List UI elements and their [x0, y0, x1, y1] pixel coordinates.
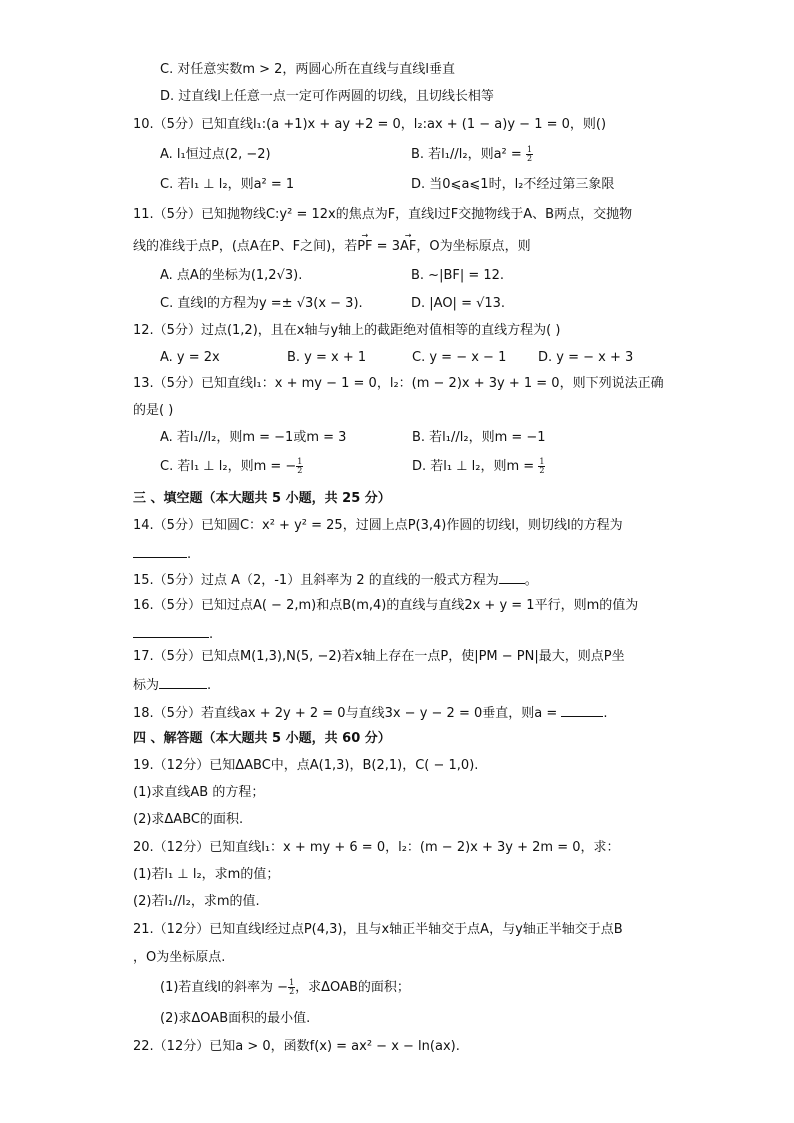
fraction: [296, 458, 303, 475]
q11-option-c: C. 直线l的方程为y =± √3(x − 3).: [160, 296, 363, 311]
q11-stem-line1: 11.（5分）已知抛物线C:y² = 12x的焦点为F，直线l过F交抛物线于A、B两点，交抛物: [133, 207, 633, 222]
q11-option-d: D. |AO| = √13.: [411, 296, 506, 311]
q18-stem: [133, 704, 608, 723]
q21-stem-line1: 21.（12分）已知直线l经过点P(4,3)，且与x轴正半轴交于点A，与y轴正半轴交于点B: [133, 922, 623, 937]
q13-option-d: [412, 458, 545, 476]
fraction-denominator: 2: [289, 987, 295, 996]
q16-tail: .: [209, 627, 214, 642]
q10-option-b: [411, 146, 533, 164]
q21-part-2: (2)求ΔOAB面积的最小值.: [160, 1011, 311, 1026]
q10-option-c: C. 若l₁ ⊥ l₂，则a² = 1: [160, 177, 295, 192]
q21-stem-line2: ，O为坐标原点.: [133, 950, 226, 965]
q15-stem-text: 15.（5分）过点 A（2，-1）且斜率为 2 的直线的一般式方程为: [133, 573, 499, 588]
q19-part-2: (2)求ΔABC的面积.: [133, 812, 244, 827]
q9-option-d: D. 过直线l上任意一点一定可作两圆的切线，且切线长相等: [160, 89, 494, 104]
q11-option-a: A. 点A的坐标为(1,2√3).: [160, 268, 303, 283]
q13-option-d-text: D. 若l₁ ⊥ l₂，则m =: [412, 459, 539, 474]
answer-blank[interactable]: [159, 676, 207, 689]
q19-stem: 19.（12分）已知ΔABC中，点A(1,3)，B(2,1)，C( − 1,0).: [133, 758, 479, 773]
fraction-denominator: 2: [526, 154, 533, 163]
q11-option-b: B. ~|BF| = 12.: [411, 268, 505, 283]
q12-option-a: A. y = 2x: [160, 350, 220, 365]
vector-af: → AF: [400, 238, 416, 256]
q17-tail: .: [207, 678, 212, 693]
q21-part-1-text: (1)若直线l的斜率为 −: [160, 980, 289, 995]
q17-answer-line: [133, 676, 211, 695]
q15-stem: [133, 571, 538, 590]
section-heading-fill-in: 三 、填空题（本大题共 5 小题，共 25 分）: [133, 491, 391, 506]
fraction-numerator: 1: [526, 145, 533, 154]
fraction-numerator: 1: [297, 457, 303, 466]
q11-stem-text: = 3: [372, 239, 400, 254]
q13-stem-line1: 13.（5分）已知直线l₁：x + my − 1 = 0，l₂：(m − 2)x + 3y + 1 = 0，则下列说法正确: [133, 376, 664, 391]
q12-option-c: C. y = − x − 1: [412, 350, 507, 365]
q12-stem: 12.（5分）过点(1,2)，且在x轴与y轴上的截距绝对值相等的直线方程为( ): [133, 323, 561, 338]
q9-option-c: C. 对任意实数m > 2，两圆心所在直线与直线l垂直: [160, 62, 456, 77]
q21-part-1-text: ，求ΔOAB的面积；: [295, 980, 410, 995]
q12-option-d: D. y = − x + 3: [538, 350, 634, 365]
q19-part-1: (1)求直线AB 的方程；: [133, 785, 265, 800]
q13-option-c: [160, 458, 303, 476]
answer-blank[interactable]: [133, 545, 187, 558]
answer-blank[interactable]: [561, 704, 603, 717]
section-heading-solutions: 四 、解答题（本大题共 5 小题，共 60 分）: [133, 731, 391, 746]
answer-blank[interactable]: [499, 571, 525, 584]
fraction-numerator: 1: [539, 457, 545, 466]
q14-answer-line: [133, 545, 191, 564]
q13-option-c-text: C. 若l₁ ⊥ l₂，则m = −: [160, 459, 297, 474]
q11-stem-line2: [133, 238, 531, 256]
vector-pf: → PF: [357, 238, 372, 256]
q10-option-b-text: B. 若l₁//l₂，则a² =: [411, 147, 526, 162]
q20-stem: 20.（12分）已知直线l₁：x + my + 6 = 0，l₂：(m − 2)x + 3y + 2m = 0，求：: [133, 840, 620, 855]
fraction-numerator: 1: [289, 978, 295, 987]
q11-stem-text: 线的准线于点P，(点A在P、F之间)，若: [133, 239, 358, 254]
q16-answer-line: [133, 625, 213, 644]
fraction-denominator: 2: [539, 466, 545, 475]
q18-stem-text: 18.（5分）若直线ax + 2y + 2 = 0与直线3x − y − 2 = 0垂直，则a =: [133, 706, 558, 721]
q18-tail: .: [603, 706, 608, 721]
q22-stem: 22.（12分）已知a > 0，函数f(x) = ax² − x − ln(ax).: [133, 1039, 460, 1054]
q13-option-a: A. 若l₁//l₂，则m = −1或m = 3: [160, 430, 347, 445]
q10-option-d: D. 当0⩽a⩽1时，l₂不经过第三象限: [411, 177, 615, 192]
q12-option-b: B. y = x + 1: [287, 350, 367, 365]
answer-blank[interactable]: [133, 625, 209, 638]
fraction: [538, 458, 545, 475]
q13-stem-line2: 的是( ): [133, 403, 174, 418]
q14-stem: 14.（5分）已知圆C：x² + y² = 25，过圆上点P(3,4)作圆的切线l，则切线l的方程为: [133, 518, 623, 533]
q17-line2-text: 标为: [133, 678, 160, 693]
q10-option-a: A. l₁恒过点(2, −2): [160, 147, 271, 162]
q13-option-b: B. 若l₁//l₂，则m = −1: [412, 430, 546, 445]
q21-part-1: [160, 979, 410, 997]
q11-stem-text: ，O为坐标原点，则: [416, 239, 531, 254]
q10-stem: 10.（5分）已知直线l₁:(a +1)x + ay +2 = 0，l₂:ax + (1 − a)y − 1 = 0，则(): [133, 117, 607, 132]
q20-part-2: (2)若l₁//l₂，求m的值.: [133, 894, 260, 909]
fraction-denominator: 2: [297, 466, 303, 475]
q14-tail: .: [187, 547, 192, 562]
q16-stem: 16.（5分）已知过点A( − 2,m)和点B(m,4)的直线与直线2x + y = 1平行，则m的值为: [133, 598, 639, 613]
q20-part-1: (1)若l₁ ⊥ l₂，求m的值；: [133, 867, 280, 882]
q15-tail: 。: [524, 573, 538, 588]
fraction: [526, 146, 533, 163]
q17-stem: 17.（5分）已知点M(1,3),N(5, −2)若x轴上存在一点P，使|PM − PN|最大，则点P坐: [133, 649, 625, 664]
